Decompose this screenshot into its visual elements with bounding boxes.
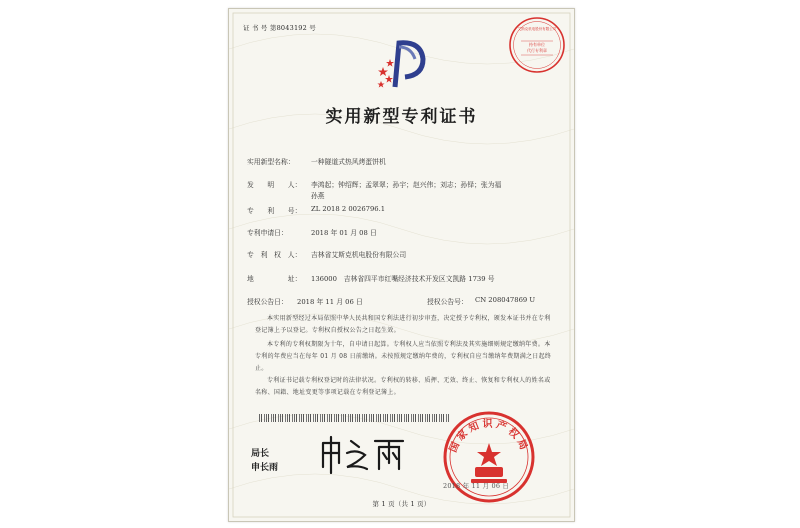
certificate-title: 实用新型专利证书: [325, 107, 478, 127]
svg-text:国家知识产权局: 国家知识产权局: [448, 419, 530, 455]
address-value: 136000 吉林省四平市红嘴经济技术开发区文凯路 1739 号: [311, 275, 495, 283]
patentee-value: 吉林省艾斯克机电股份有限公司: [311, 251, 407, 259]
grant-number-value: CN 208047869 U: [475, 296, 536, 304]
patent-number-label: 专 利 号：: [247, 207, 302, 215]
director-title: 局长: [251, 449, 270, 459]
svg-text:代行专利章: 代行专利章: [527, 48, 547, 53]
svg-text:持有单位: 持有单位: [529, 42, 545, 47]
patent-certificate: [228, 8, 575, 522]
inventors-value: 李鸿起；钟绍辉；孟翠翠；孙宇；赵兴伟；刘志；孙铎；张为福: [311, 181, 502, 189]
company-stamp-icon: [507, 15, 567, 75]
body-paragraph-2: 本专利的专利权期限为十年，自申请日起算。专利权人应当依照专利法及其实施细则规定缴纳年费。本专利的年费应当在每年 01 月 08 日前缴纳。未按照规定缴纳年费的，专利权自应当缴纳年费期满之日起终止。: [255, 341, 552, 372]
certificate-number: 证 书 号 第8043192 号: [243, 24, 316, 32]
patentee-label: 专 利 权 人：: [247, 251, 302, 259]
director-name: 申长雨: [251, 463, 279, 473]
filing-date-value: 2018 年 01 月 08 日: [311, 229, 377, 237]
filing-date-label: 专利申请日：: [247, 229, 288, 237]
patent-number-value: ZL 2018 2 0026796.1: [311, 205, 386, 213]
svg-text:艾斯克机电股份有限公司: 艾斯克机电股份有限公司: [517, 27, 557, 31]
page-footer: 第 1 页（共 1 页）: [372, 500, 431, 508]
seal-date: 2018 年 11 月 06 日: [443, 482, 510, 490]
inventors-value-continued: 孙燕: [311, 192, 325, 200]
official-seal-icon: [441, 409, 537, 505]
cnipa-logo-icon: [377, 37, 429, 93]
barcode: [259, 414, 449, 422]
utility-name-value: 一种隧道式热风烤蛋饼机: [311, 158, 386, 166]
company-stamp: [507, 15, 567, 75]
utility-name-label: 实用新型名称：: [247, 158, 295, 166]
grant-number-label: 授权公告号：: [427, 298, 468, 306]
body-paragraph-1: 本实用新型经过本局依照中华人民共和国专利法进行初步审查，决定授予专利权，颁发本证书并在专利登记簿上予以登记。专利权自授权公告之日起生效。: [255, 315, 551, 334]
inventors-label: 发 明 人：: [247, 181, 302, 189]
body-paragraph-3: 专利证书记载专利权登记时的法律状况。专利权的转移、质押、无效、终止、恢复和专利权人的姓名或名称、国籍、地址变更等事项记载在专利登记簿上。: [255, 377, 551, 396]
address-label: 地 址：: [247, 275, 302, 283]
grant-date-label: 授权公告日：: [247, 298, 288, 306]
grant-date-value: 2018 年 11 月 06 日: [297, 298, 363, 306]
handwritten-signature: [317, 433, 407, 475]
